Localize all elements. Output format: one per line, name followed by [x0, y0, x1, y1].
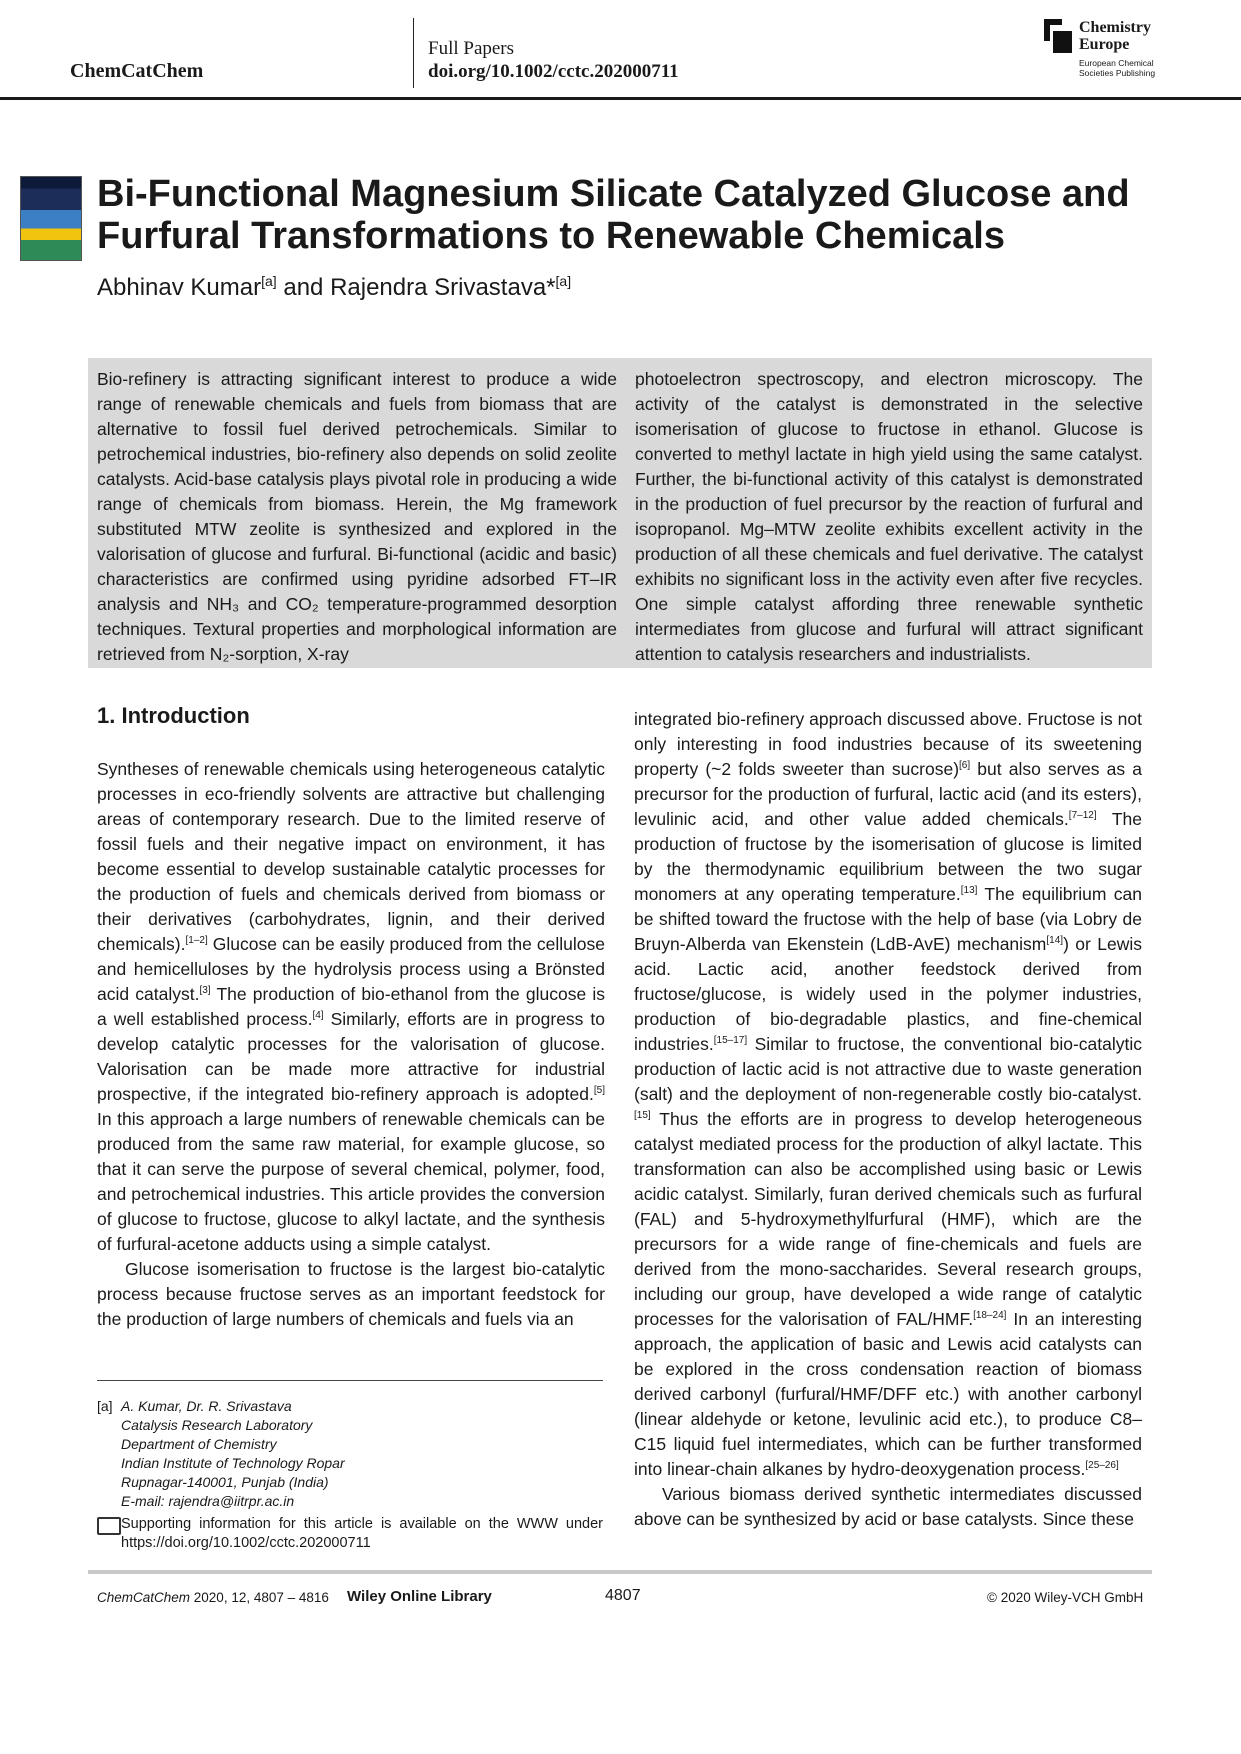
- publisher-sub2: Societies Publishing: [1079, 68, 1156, 78]
- supporting-info-text: Supporting information for this article is available on the WWW under https://doi.org/10.1002/cctc.202000711: [121, 1516, 603, 1551]
- footnote-line: E-mail: rajendra@iitrpr.ac.in: [121, 1493, 295, 1509]
- citation-reference[interactable]: [18–24]: [973, 1310, 1007, 1322]
- doi-link[interactable]: doi.org/10.1002/cctc.202000711: [428, 61, 679, 82]
- section-heading: 1. Introduction: [97, 703, 250, 728]
- citation-reference[interactable]: [5]: [593, 1085, 605, 1097]
- abstract-column-right: [635, 367, 1143, 667]
- body-text: integrated bio-refinery approach discussed above. Fructose is not only interesting in food industries because of its sweetening property (~2 folds sweeter than sucrose): [634, 709, 1142, 779]
- citation-reference[interactable]: [3]: [199, 985, 211, 997]
- citation-reference[interactable]: [13]: [960, 885, 978, 897]
- copyright: © 2020 Wiley-VCH GmbH: [987, 1590, 1144, 1605]
- body-paragraph: [97, 757, 605, 1257]
- chemistry-europe-logo-icon: [1044, 19, 1072, 53]
- footnote-rule: [97, 1380, 603, 1381]
- affiliation-mark: [a]: [555, 273, 572, 289]
- article-title: Bi-Functional Magnesium Silicate Catalyzed Glucose and Furfural Transformations to Renewable Chemicals: [97, 173, 1130, 257]
- author-list: [97, 273, 571, 302]
- publisher-line1: Chemistry: [1079, 19, 1151, 36]
- body-text: but also serves as a precursor for the production of furfural, lactic acid (and its esters), levulinic acid, and other value added chemicals.: [634, 759, 1142, 829]
- citation-details: 2020, 12, 4807 – 4816: [190, 1590, 329, 1605]
- footnote-line: Department of Chemistry: [121, 1436, 277, 1452]
- author-name: Rajendra Srivastava*: [330, 274, 556, 301]
- citation-reference[interactable]: [15–17]: [713, 1035, 748, 1047]
- citation-reference[interactable]: [14]: [1046, 935, 1064, 947]
- footnote-label: [a]: [97, 1398, 113, 1414]
- body-text: Similarly, efforts are in progress to develop catalytic processes for the valorisation of glucose. Valorisation can be made more attractive for industrial prospective, if the integrated bio-refinery approach is adopted.: [97, 1009, 605, 1104]
- body-text: Glucose can be easily produced from the cellulose and hemicelluloses by the hydrolysis process using a Brönsted acid catalyst.: [97, 934, 605, 1004]
- header-rule: [0, 97, 1241, 100]
- body-text: ) or Lewis acid. Lactic acid, another feedstock derived from fructose/glucose, is widely used in the polymer industries, production of bio-degradable plastics, and fine-chemical industries.: [634, 934, 1142, 1054]
- publisher-logo-text: [1079, 19, 1151, 53]
- citation-reference[interactable]: [6]: [959, 760, 971, 772]
- publisher-line2: Europe: [1079, 36, 1130, 53]
- footer-rule: [88, 1570, 1152, 1574]
- abstract-text: photoelectron spectroscopy, and electron microscopy. The activity of the catalyst is demonstrated in the selective isomerisation of glucose to fructose in ethanol. Glucose is converted to methyl lactate in high yield using the same catalyst. Further, the bi-functional activity of this catalyst is demonstrated in the production of fuel precursor by the reaction of furfural and isopropanol. Mg–MTW zeolite exhibits excellent activity in the production of all these chemicals and fuel derivative. The catalyst exhibits no significant loss in the activity even after five recycles. One simple catalyst affording three renewable synthetic intermediates from glucose and furfural will attract significant attention to catalysis researchers and industrialists.: [635, 369, 1143, 664]
- footnote-line: Catalysis Research Laboratory: [121, 1417, 313, 1433]
- citation-journal: ChemCatChem: [97, 1590, 191, 1605]
- body-text: In an interesting approach, the application of basic and Lewis acid catalysts can be explored in the cross condensation reaction of biomass derived carbonyl (furfural/HMF/DFF etc.) with another carbonyl (linear aldehyde or ketone, levulinic acid etc.), to produce C8–C15 liquid fuel intermediates, which can be further transformed into linear-chain alkanes by hydro-deoxygenation process.: [634, 1309, 1143, 1479]
- body-text: Syntheses of renewable chemicals using heterogeneous catalytic processes in eco-friendly solvents are attractive but challenging areas of contemporary research. Due to the limited reserve of fossil fuels and their negative impact on environment, it has become essential to develop sustainable catalytic processes for the production of fuels and chemicals derived from biomass or their derivatives (carbohydrates, lignin, and their derived chemicals).: [97, 759, 605, 954]
- author-conjunction: and: [276, 274, 331, 301]
- body-paragraph: Various biomass derived synthetic intermediates discussed above can be synthesized by acid or base catalysts. Since these: [634, 1484, 1142, 1529]
- body-paragraph: [634, 707, 1142, 1482]
- journal-cover-thumbnail: [20, 176, 82, 261]
- body-column-right: [634, 707, 1142, 1532]
- citation-reference[interactable]: [4]: [312, 1010, 324, 1022]
- body-text: In this approach a large numbers of renewable chemicals can be produced from the same raw material, for example glucose, so that it can serve the purpose of several chemical, polymer, food, and petrochemical industries. This article provides the conversion of glucose to fructose, glucose to alkyl lactate, and the synthesis of furfural-acetone adducts using a simple catalyst.: [97, 1109, 605, 1254]
- footnote-line: Rupnagar-140001, Punjab (India): [121, 1474, 329, 1490]
- abstract-box: [88, 358, 1152, 668]
- body-text: Similar to fructose, the conventional bio-catalytic production of lactic acid is not attractive due to waste generation (salt) and the deployment of non-regenerable costly bio-catalyst.: [634, 1034, 1142, 1104]
- body-text: The equilibrium can be shifted toward the fructose with the help of base (via Lobry de Bruyn-Alberda van Ekenstein (LdB-AvE) mechanism: [634, 884, 1142, 954]
- body-paragraph: Glucose isomerisation to fructose is the largest bio-catalytic process because fructose serves as an important feedstock for the production of large numbers of chemicals and fuels via an: [97, 1259, 605, 1329]
- journal-name: ChemCatChem: [70, 60, 204, 82]
- publisher-subtitle: [1079, 58, 1155, 78]
- citation-reference[interactable]: [7–12]: [1068, 810, 1097, 822]
- footnote-address: [121, 1397, 345, 1511]
- footnote-line: A. Kumar, Dr. R. Srivastava: [121, 1398, 292, 1414]
- publisher-sub1: European Chemical: [1079, 58, 1154, 68]
- footnote-line: Indian Institute of Technology Ropar: [121, 1455, 345, 1471]
- header-divider: [413, 18, 414, 88]
- citation: [97, 1590, 329, 1605]
- abstract-text: Bio-refinery is attracting significant interest to produce a wide range of renewable chemicals and fuels from biomass that are alternative to fossil fuel derived petrochemicals. Similar to petrochemical industries, bio-refinery also depends on solid zeolite catalysts. Acid-base catalysis plays pivotal role in producing a wide range of chemicals from biomass. Herein, the Mg framework substituted MTW zeolite is synthesized and explored in the valorisation of glucose and furfural. Bi-functional (acidic and basic) characteristics are confirmed using pyridine adsorbed FT–IR analysis and NH₃ and CO₂ temperature-programmed desorption techniques. Textural properties and morphological information are retrieved from N₂-sorption, X-ray: [97, 369, 617, 664]
- affiliation-mark: [a]: [261, 273, 277, 289]
- citation-reference[interactable]: [25–26]: [1085, 1460, 1119, 1472]
- citation-reference[interactable]: [1–2]: [185, 935, 208, 947]
- wiley-online-library-link[interactable]: Wiley Online Library: [347, 1588, 492, 1605]
- abstract-column-left: [97, 367, 617, 667]
- author-name: Abhinav Kumar: [97, 274, 262, 301]
- body-text: The production of fructose by the isomerisation of glucose is limited by the thermodynamic equilibrium between the two sugar monomers at any operating temperature.: [634, 809, 1143, 904]
- body-text: Thus the efforts are in progress to develop heterogeneous catalyst mediated process for the production of alkyl lactate. This transformation can also be accomplished using basic or Lewis acidic catalyst. Similarly, furan derived chemicals such as furfural (FAL) and 5-hydroxymethylfurfural (HMF), which are the precursors for a wide range of fine-chemicals and fuels are derived from the mono-saccharides. Several research groups, including our group, have developed a wide range of catalytic processes for the valorisation of FAL/HMF.: [634, 1109, 1142, 1329]
- citation-reference[interactable]: [15]: [634, 1110, 651, 1122]
- page-number: 4807: [605, 1587, 641, 1604]
- body-column-left: [97, 757, 605, 1332]
- paper-type: Full Papers: [428, 38, 515, 59]
- computer-icon: [97, 1517, 121, 1535]
- body-text: The production of bio-ethanol from the glucose is a well established process.: [97, 984, 605, 1029]
